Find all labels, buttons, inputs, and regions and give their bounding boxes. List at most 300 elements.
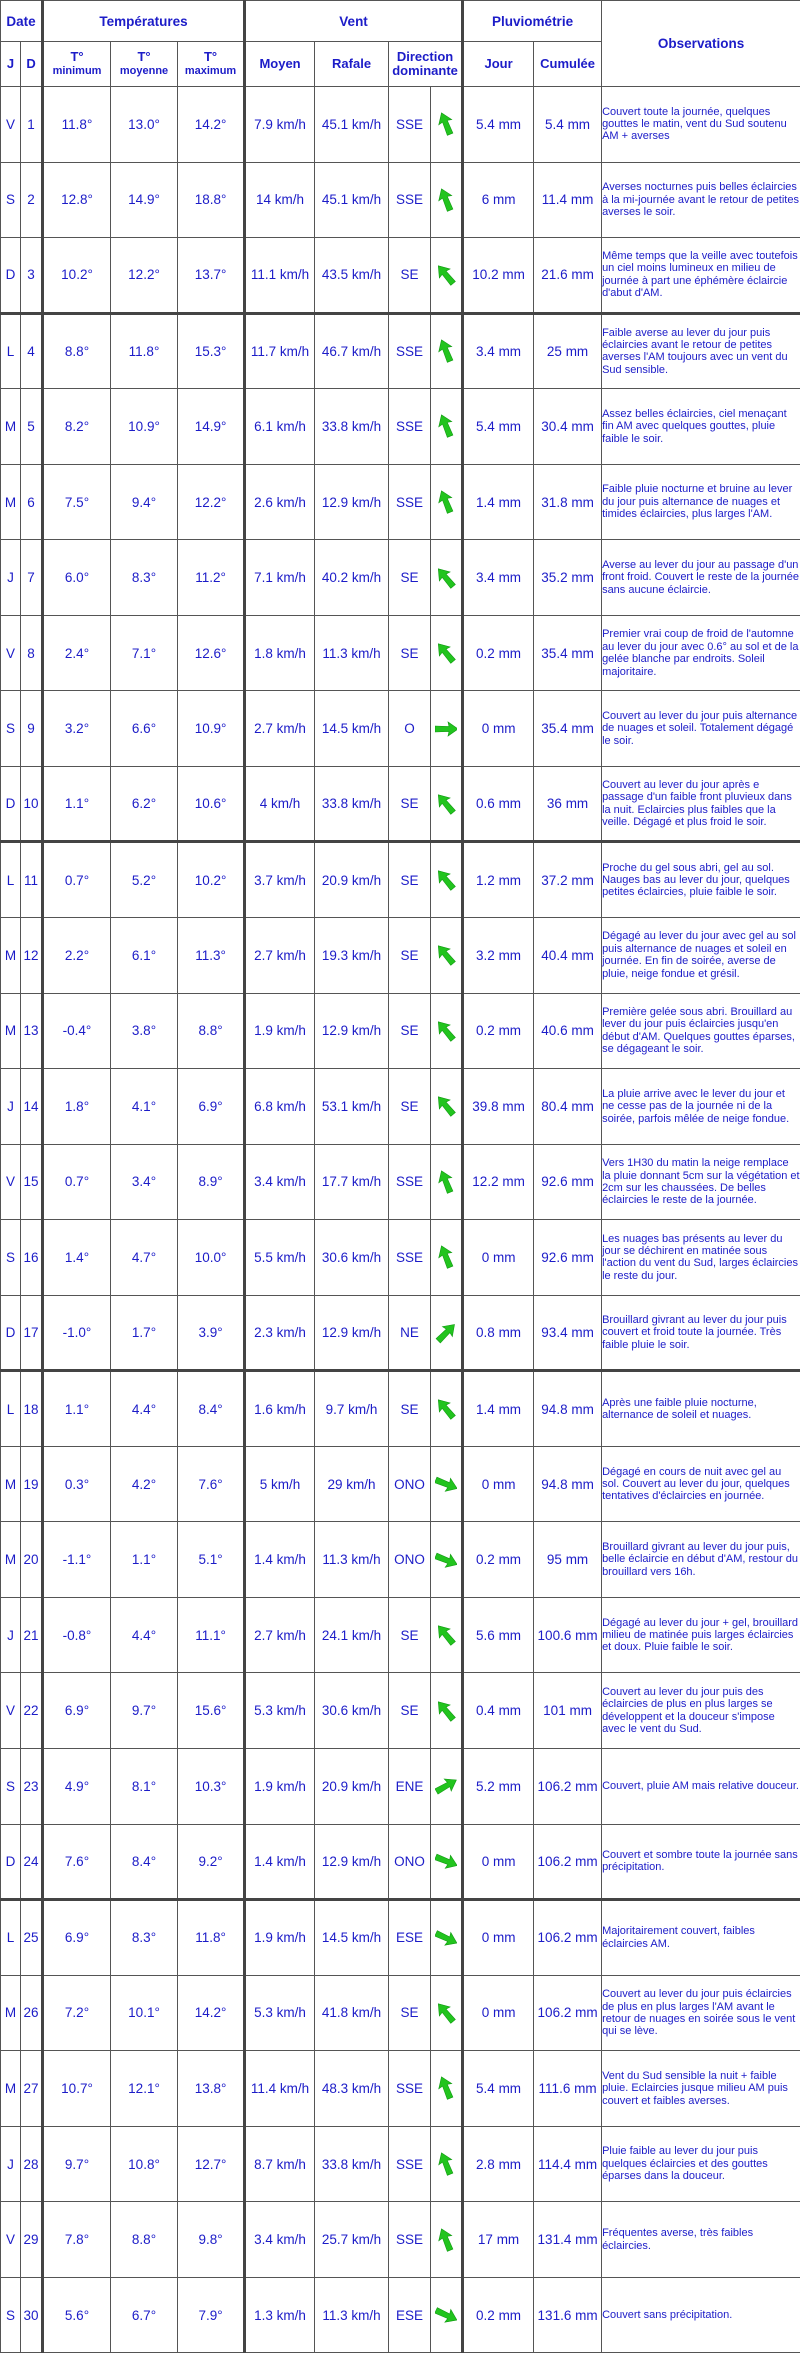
- observation: Faible pluie nocturne et bruine au lever du jour puis alternance de nuages et timides éclaircies, plus larges l'AM.: [602, 464, 800, 540]
- observation: Même temps que la veille avec toutefois un ciel moins lumineux en milieu de journée à part une éphémère éclaircie d'abut d'AM.: [602, 238, 800, 314]
- day-letter: D: [1, 1824, 21, 1900]
- temp-max: 3.9°: [178, 1295, 245, 1371]
- wind-direction: NE: [389, 1295, 431, 1371]
- day-number: 16: [21, 1220, 43, 1296]
- temp-min: 7.5°: [43, 464, 111, 540]
- temp-min: 12.8°: [43, 162, 111, 238]
- temp-max: 9.8°: [178, 2202, 245, 2278]
- wind-gust: 33.8 km/h: [315, 389, 389, 465]
- observation: Faible averse au lever du jour puis éclaircies avant le retour de petites averses l'AM toujours avec un vent du Sud sensible.: [602, 313, 800, 389]
- observation: Couvert sans précipitation.: [602, 2277, 800, 2353]
- header-date: Date: [1, 1, 43, 42]
- day-number: 1: [21, 87, 43, 163]
- rain-day: 3.2 mm: [463, 918, 534, 994]
- wind-gust: 45.1 km/h: [315, 162, 389, 238]
- rain-cumul: 131.4 mm: [534, 2202, 602, 2278]
- header-moyen: Moyen: [245, 42, 315, 87]
- day-number: 11: [21, 842, 43, 918]
- wind-avg: 2.3 km/h: [245, 1295, 315, 1371]
- rain-cumul: 106.2 mm: [534, 1900, 602, 1976]
- rain-day: 5.4 mm: [463, 87, 534, 163]
- table-row: [1, 1446, 800, 1522]
- temp-min: -1.0°: [43, 1295, 111, 1371]
- temp-avg: 4.4°: [111, 1597, 178, 1673]
- rain-day: 0.4 mm: [463, 1673, 534, 1749]
- temp-min: 4.9°: [43, 1749, 111, 1825]
- day-letter: L: [1, 1371, 21, 1447]
- arrow-ne-icon: [431, 1295, 463, 1371]
- day-letter: V: [1, 2202, 21, 2278]
- wind-gust: 9.7 km/h: [315, 1371, 389, 1447]
- temp-avg: 8.1°: [111, 1749, 178, 1825]
- arrow-se-icon: [431, 1597, 463, 1673]
- wind-gust: 46.7 km/h: [315, 313, 389, 389]
- day-number: 19: [21, 1446, 43, 1522]
- day-letter: S: [1, 1220, 21, 1296]
- temp-min: 7.6°: [43, 1824, 111, 1900]
- arrow-sse-icon: [431, 1220, 463, 1296]
- temp-avg: 4.2°: [111, 1446, 178, 1522]
- header-tmax: T° maximum: [178, 42, 245, 87]
- wind-gust: 17.7 km/h: [315, 1144, 389, 1220]
- temp-min: 7.8°: [43, 2202, 111, 2278]
- wind-direction: SE: [389, 1975, 431, 2051]
- wind-avg: 11.7 km/h: [245, 313, 315, 389]
- arrow-se-icon: [431, 1069, 463, 1145]
- wind-gust: 48.3 km/h: [315, 2051, 389, 2127]
- observation: Première gelée sous abri. Brouillard au lever du jour puis éclaircies jusqu'en début d'AM. Quelques gouttes éparses, se dégageant le soir.: [602, 993, 800, 1069]
- rain-day: 0 mm: [463, 1824, 534, 1900]
- temp-avg: 12.1°: [111, 2051, 178, 2127]
- day-number: 25: [21, 1900, 43, 1976]
- day-number: 22: [21, 1673, 43, 1749]
- wind-gust: 29 km/h: [315, 1446, 389, 1522]
- header-cumulee: Cumulée: [534, 42, 602, 87]
- arrow-se-icon: [431, 993, 463, 1069]
- observation: Couvert, pluie AM mais relative douceur.: [602, 1749, 800, 1825]
- wind-direction: SE: [389, 918, 431, 994]
- arrow-ono-icon: [431, 1446, 463, 1522]
- day-number: 13: [21, 993, 43, 1069]
- wind-avg: 1.6 km/h: [245, 1371, 315, 1447]
- arrow-ese-icon: [431, 2277, 463, 2353]
- temp-avg: 1.1°: [111, 1522, 178, 1598]
- header-temperatures: Températures: [43, 1, 245, 42]
- rain-cumul: 40.4 mm: [534, 918, 602, 994]
- wind-avg: 3.7 km/h: [245, 842, 315, 918]
- wind-gust: 40.2 km/h: [315, 540, 389, 616]
- table-row: [1, 2277, 800, 2353]
- temp-avg: 4.4°: [111, 1371, 178, 1447]
- rain-day: 5.4 mm: [463, 2051, 534, 2127]
- table-row: [1, 238, 800, 314]
- observation: Proche du gel sous abri, gel au sol. Nauges bas au lever du jour, quelques petites éclaircies, pluie faible le soir.: [602, 842, 800, 918]
- wind-gust: 14.5 km/h: [315, 691, 389, 767]
- wind-avg: 1.4 km/h: [245, 1824, 315, 1900]
- day-letter: M: [1, 993, 21, 1069]
- wind-avg: 8.7 km/h: [245, 2126, 315, 2202]
- arrow-sse-icon: [431, 464, 463, 540]
- table-row: [1, 615, 800, 691]
- day-number: 14: [21, 1069, 43, 1145]
- wind-direction: SE: [389, 993, 431, 1069]
- arrow-sse-icon: [431, 1144, 463, 1220]
- wind-direction: SE: [389, 842, 431, 918]
- temp-avg: 11.8°: [111, 313, 178, 389]
- day-number: 7: [21, 540, 43, 616]
- temp-avg: 6.2°: [111, 766, 178, 842]
- arrow-ono-icon: [431, 1522, 463, 1598]
- wind-direction: ONO: [389, 1824, 431, 1900]
- wind-avg: 5.3 km/h: [245, 1975, 315, 2051]
- wind-direction: ENE: [389, 1749, 431, 1825]
- rain-day: 1.2 mm: [463, 842, 534, 918]
- arrow-ono-icon: [431, 1824, 463, 1900]
- wind-direction: SSE: [389, 1220, 431, 1296]
- table-row: [1, 2202, 800, 2278]
- arrow-sse-icon: [431, 313, 463, 389]
- rain-cumul: 93.4 mm: [534, 1295, 602, 1371]
- temp-min: 2.2°: [43, 918, 111, 994]
- temp-min: 1.1°: [43, 766, 111, 842]
- header-d: D: [21, 42, 43, 87]
- temp-min: 8.2°: [43, 389, 111, 465]
- wind-avg: 1.8 km/h: [245, 615, 315, 691]
- observation: Couvert toute la journée, quelques gouttes le matin, vent du Sud soutenu AM + averses: [602, 87, 800, 163]
- arrow-sse-icon: [431, 162, 463, 238]
- wind-gust: 33.8 km/h: [315, 2126, 389, 2202]
- rain-cumul: 31.8 mm: [534, 464, 602, 540]
- table-row: [1, 1749, 800, 1825]
- temp-max: 15.6°: [178, 1673, 245, 1749]
- day-letter: J: [1, 1597, 21, 1673]
- rain-cumul: 25 mm: [534, 313, 602, 389]
- arrow-se-icon: [431, 238, 463, 314]
- wind-avg: 2.7 km/h: [245, 1597, 315, 1673]
- arrow-se-icon: [431, 1975, 463, 2051]
- wind-direction: SSE: [389, 389, 431, 465]
- wind-direction: SSE: [389, 162, 431, 238]
- day-letter: J: [1, 1069, 21, 1145]
- temp-avg: 10.9°: [111, 389, 178, 465]
- wind-avg: 11.1 km/h: [245, 238, 315, 314]
- wind-gust: 20.9 km/h: [315, 842, 389, 918]
- day-number: 4: [21, 313, 43, 389]
- rain-day: 39.8 mm: [463, 1069, 534, 1145]
- temp-min: -1.1°: [43, 1522, 111, 1598]
- temp-min: 0.3°: [43, 1446, 111, 1522]
- table-row: [1, 313, 800, 389]
- temp-min: 6.9°: [43, 1900, 111, 1976]
- wind-avg: 5.5 km/h: [245, 1220, 315, 1296]
- temp-max: 6.9°: [178, 1069, 245, 1145]
- temp-avg: 3.8°: [111, 993, 178, 1069]
- wind-direction: SSE: [389, 464, 431, 540]
- day-letter: V: [1, 87, 21, 163]
- observation: Majoritairement couvert, faibles éclaircies AM.: [602, 1900, 800, 1976]
- temp-avg: 6.6°: [111, 691, 178, 767]
- wind-avg: 2.7 km/h: [245, 691, 315, 767]
- table-row: [1, 162, 800, 238]
- table-row: [1, 2051, 800, 2127]
- wind-avg: 2.6 km/h: [245, 464, 315, 540]
- day-number: 10: [21, 766, 43, 842]
- wind-direction: ESE: [389, 2277, 431, 2353]
- arrow-sse-icon: [431, 87, 463, 163]
- day-letter: L: [1, 1900, 21, 1976]
- day-number: 20: [21, 1522, 43, 1598]
- table-row: [1, 1673, 800, 1749]
- day-letter: M: [1, 1446, 21, 1522]
- day-letter: V: [1, 1144, 21, 1220]
- table-row: [1, 1220, 800, 1296]
- temp-max: 12.6°: [178, 615, 245, 691]
- day-number: 17: [21, 1295, 43, 1371]
- arrow-se-icon: [431, 615, 463, 691]
- temp-min: 6.0°: [43, 540, 111, 616]
- wind-avg: 14 km/h: [245, 162, 315, 238]
- table-row: [1, 2126, 800, 2202]
- wind-direction: SE: [389, 1371, 431, 1447]
- day-letter: M: [1, 918, 21, 994]
- arrow-sse-icon: [431, 2126, 463, 2202]
- observation: Brouillard givrant au lever du jour puis, belle éclaircie en début d'AM, restour du brouillard vers 16h.: [602, 1522, 800, 1598]
- wind-direction: SSE: [389, 313, 431, 389]
- temp-avg: 14.9°: [111, 162, 178, 238]
- temp-min: 1.4°: [43, 1220, 111, 1296]
- temp-min: 8.8°: [43, 313, 111, 389]
- temp-avg: 10.8°: [111, 2126, 178, 2202]
- wind-gust: 30.6 km/h: [315, 1673, 389, 1749]
- day-letter: M: [1, 1522, 21, 1598]
- observation: Averses nocturnes puis belles éclaircies à la mi-journée avant le retour de petites averses le soir.: [602, 162, 800, 238]
- temp-max: 12.2°: [178, 464, 245, 540]
- temp-min: 0.7°: [43, 1144, 111, 1220]
- temp-min: 0.7°: [43, 842, 111, 918]
- wind-direction: SE: [389, 1597, 431, 1673]
- wind-gust: 12.9 km/h: [315, 1295, 389, 1371]
- day-letter: V: [1, 615, 21, 691]
- rain-cumul: 94.8 mm: [534, 1371, 602, 1447]
- header-j: J: [1, 42, 21, 87]
- observation: Couvert au lever du jour puis des éclaircies de plus en plus larges se développent et la douceur s'impose avec le vent du Sud.: [602, 1673, 800, 1749]
- rain-cumul: 80.4 mm: [534, 1069, 602, 1145]
- wind-gust: 12.9 km/h: [315, 993, 389, 1069]
- wind-gust: 12.9 km/h: [315, 464, 389, 540]
- rain-cumul: 11.4 mm: [534, 162, 602, 238]
- temp-min: -0.4°: [43, 993, 111, 1069]
- wind-direction: SE: [389, 238, 431, 314]
- arrow-se-icon: [431, 540, 463, 616]
- rain-cumul: 101 mm: [534, 1673, 602, 1749]
- wind-avg: 1.3 km/h: [245, 2277, 315, 2353]
- temp-min: 10.2°: [43, 238, 111, 314]
- rain-cumul: 35.2 mm: [534, 540, 602, 616]
- temp-max: 14.2°: [178, 1975, 245, 2051]
- temp-max: 11.2°: [178, 540, 245, 616]
- rain-day: 2.8 mm: [463, 2126, 534, 2202]
- table-row: [1, 1597, 800, 1673]
- day-number: 18: [21, 1371, 43, 1447]
- temp-max: 10.2°: [178, 842, 245, 918]
- day-number: 2: [21, 162, 43, 238]
- day-number: 9: [21, 691, 43, 767]
- wind-gust: 33.8 km/h: [315, 766, 389, 842]
- wind-avg: 7.1 km/h: [245, 540, 315, 616]
- table-row: [1, 1824, 800, 1900]
- temp-max: 10.6°: [178, 766, 245, 842]
- observation: Brouillard givrant au lever du jour puis couvert et froid toute la journée. Très faible pluie le soir.: [602, 1295, 800, 1371]
- temp-min: -0.8°: [43, 1597, 111, 1673]
- rain-day: 3.4 mm: [463, 540, 534, 616]
- arrow-ese-icon: [431, 1900, 463, 1976]
- wind-gust: 12.9 km/h: [315, 1824, 389, 1900]
- observation: Couvert au lever du jour puis alternance de nuages et soleil. Totalement dégagé le soir.: [602, 691, 800, 767]
- temp-max: 5.1°: [178, 1522, 245, 1598]
- observation: Dégagé au lever du jour + gel, brouillard milieu de matinée puis larges éclaircies et doux. Pluie faible le soir.: [602, 1597, 800, 1673]
- observation: Averse au lever du jour au passage d'un front froid. Couvert le reste de la journée sans aucune éclaircie.: [602, 540, 800, 616]
- rain-cumul: 95 mm: [534, 1522, 602, 1598]
- rain-day: 10.2 mm: [463, 238, 534, 314]
- temp-max: 10.0°: [178, 1220, 245, 1296]
- wind-direction: O: [389, 691, 431, 767]
- arrow-se-icon: [431, 1673, 463, 1749]
- observation: Couvert au lever du jour puis éclaircies de plus en plus larges l'AM avant le retour de nuages en soirée sous le vent qui se lève.: [602, 1975, 800, 2051]
- wind-direction: SSE: [389, 2051, 431, 2127]
- temp-min: 2.4°: [43, 615, 111, 691]
- wind-direction: SE: [389, 1673, 431, 1749]
- wind-avg: 3.4 km/h: [245, 2202, 315, 2278]
- wind-gust: 20.9 km/h: [315, 1749, 389, 1825]
- wind-direction: SSE: [389, 2202, 431, 2278]
- observation: Couvert et sombre toute la journée sans précipitation.: [602, 1824, 800, 1900]
- table-row: [1, 691, 800, 767]
- table-row: [1, 918, 800, 994]
- observation: Premier vrai coup de froid de l'automne au lever du jour avec 0.6° au sol et de la gelée blanche par endroits. Soleil majoritaire.: [602, 615, 800, 691]
- temp-avg: 13.0°: [111, 87, 178, 163]
- rain-day: 0.2 mm: [463, 993, 534, 1069]
- temp-min: 5.6°: [43, 2277, 111, 2353]
- temp-max: 7.9°: [178, 2277, 245, 2353]
- rain-cumul: 92.6 mm: [534, 1144, 602, 1220]
- header-direction: Direction dominante: [389, 42, 463, 87]
- rain-cumul: 106.2 mm: [534, 1824, 602, 1900]
- rain-day: 0 mm: [463, 1446, 534, 1522]
- day-letter: D: [1, 1295, 21, 1371]
- rain-day: 17 mm: [463, 2202, 534, 2278]
- table-row: [1, 1522, 800, 1598]
- day-number: 21: [21, 1597, 43, 1673]
- wind-gust: 24.1 km/h: [315, 1597, 389, 1673]
- table-row: [1, 993, 800, 1069]
- wind-avg: 1.9 km/h: [245, 1749, 315, 1825]
- wind-gust: 14.5 km/h: [315, 1900, 389, 1976]
- arrow-ene-icon: [431, 1749, 463, 1825]
- table-row: [1, 842, 800, 918]
- arrow-sse-icon: [431, 2051, 463, 2127]
- temp-max: 14.9°: [178, 389, 245, 465]
- temp-avg: 5.2°: [111, 842, 178, 918]
- wind-direction: SSE: [389, 1144, 431, 1220]
- day-number: 3: [21, 238, 43, 314]
- observation: Dégagé en cours de nuit avec gel au sol. Couvert au lever du jour, quelques tentatives d'éclaircies en journée.: [602, 1446, 800, 1522]
- wind-gust: 45.1 km/h: [315, 87, 389, 163]
- day-letter: L: [1, 842, 21, 918]
- wind-direction: ONO: [389, 1446, 431, 1522]
- temp-avg: 1.7°: [111, 1295, 178, 1371]
- wind-gust: 19.3 km/h: [315, 918, 389, 994]
- temp-max: 9.2°: [178, 1824, 245, 1900]
- header-tmoy: T° moyenne: [111, 42, 178, 87]
- arrow-o-icon: [431, 691, 463, 767]
- day-number: 12: [21, 918, 43, 994]
- rain-day: 1.4 mm: [463, 1371, 534, 1447]
- rain-cumul: 35.4 mm: [534, 691, 602, 767]
- header-observations: Observations: [602, 1, 800, 87]
- table-row: [1, 1295, 800, 1371]
- wind-avg: 5 km/h: [245, 1446, 315, 1522]
- rain-cumul: 40.6 mm: [534, 993, 602, 1069]
- temp-min: 3.2°: [43, 691, 111, 767]
- rain-day: 5.4 mm: [463, 389, 534, 465]
- temp-avg: 8.3°: [111, 1900, 178, 1976]
- temp-avg: 10.1°: [111, 1975, 178, 2051]
- rain-day: 0 mm: [463, 1900, 534, 1976]
- wind-avg: 11.4 km/h: [245, 2051, 315, 2127]
- table-row: [1, 766, 800, 842]
- day-number: 23: [21, 1749, 43, 1825]
- day-letter: M: [1, 464, 21, 540]
- temp-avg: 8.4°: [111, 1824, 178, 1900]
- temp-min: 7.2°: [43, 1975, 111, 2051]
- day-number: 8: [21, 615, 43, 691]
- temp-avg: 8.8°: [111, 2202, 178, 2278]
- wind-direction: SSE: [389, 87, 431, 163]
- wind-gust: 41.8 km/h: [315, 1975, 389, 2051]
- day-letter: D: [1, 238, 21, 314]
- wind-direction: SSE: [389, 2126, 431, 2202]
- table-body: [1, 87, 800, 2353]
- observation: Vent du Sud sensible la nuit + faible pluie. Eclaircies jusque milieu AM puis couvert et faibles averses.: [602, 2051, 800, 2127]
- temp-min: 1.1°: [43, 1371, 111, 1447]
- wind-gust: 25.7 km/h: [315, 2202, 389, 2278]
- wind-avg: 6.1 km/h: [245, 389, 315, 465]
- rain-day: 5.2 mm: [463, 1749, 534, 1825]
- observation: Assez belles éclaircies, ciel menaçant fin AM avec quelques gouttes, pluie faible le soir.: [602, 389, 800, 465]
- temp-avg: 6.7°: [111, 2277, 178, 2353]
- temp-avg: 8.3°: [111, 540, 178, 616]
- rain-day: 0.2 mm: [463, 2277, 534, 2353]
- rain-day: 12.2 mm: [463, 1144, 534, 1220]
- temp-max: 14.2°: [178, 87, 245, 163]
- wind-avg: 1.4 km/h: [245, 1522, 315, 1598]
- rain-cumul: 21.6 mm: [534, 238, 602, 314]
- rain-day: 0.6 mm: [463, 766, 534, 842]
- day-letter: M: [1, 389, 21, 465]
- observation: Pluie faible au lever du jour puis quelques éclaircies et des gouttes éparses dans la douceur.: [602, 2126, 800, 2202]
- day-letter: L: [1, 313, 21, 389]
- temp-avg: 7.1°: [111, 615, 178, 691]
- rain-cumul: 131.6 mm: [534, 2277, 602, 2353]
- temp-max: 18.8°: [178, 162, 245, 238]
- temp-max: 11.3°: [178, 918, 245, 994]
- temp-avg: 4.7°: [111, 1220, 178, 1296]
- temp-avg: 4.1°: [111, 1069, 178, 1145]
- temp-avg: 3.4°: [111, 1144, 178, 1220]
- day-number: 6: [21, 464, 43, 540]
- table-row: [1, 1975, 800, 2051]
- table-row: [1, 540, 800, 616]
